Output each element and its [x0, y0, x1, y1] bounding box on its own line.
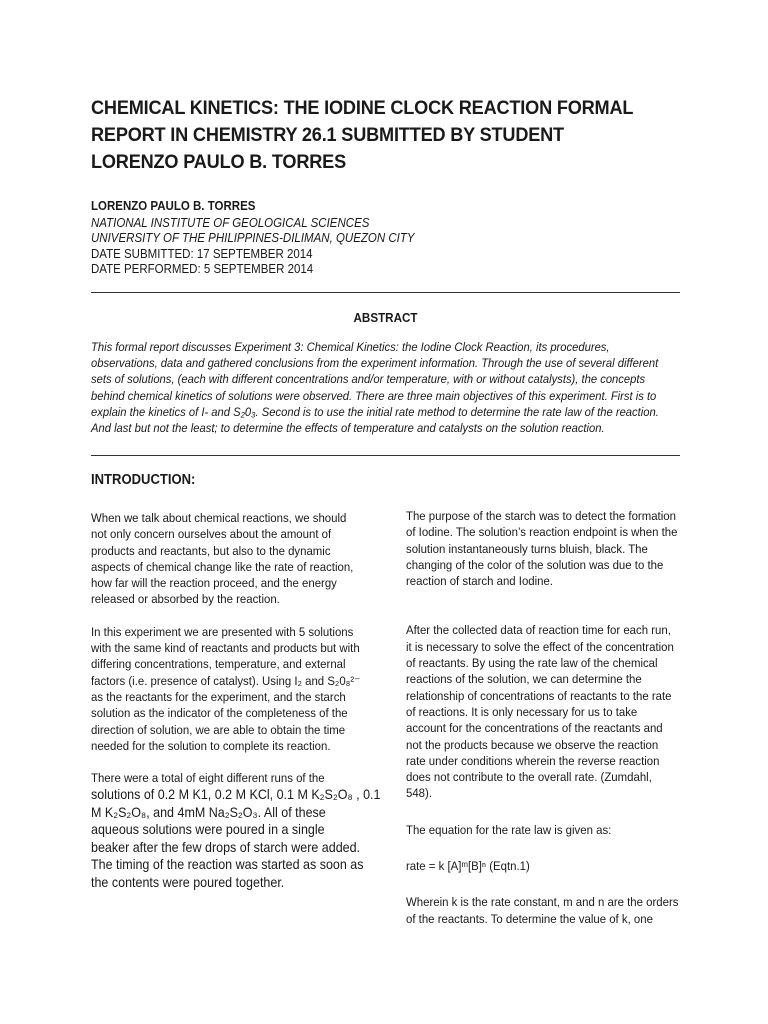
text-line: 548).: [406, 786, 432, 801]
text-line: not the products because we observe the reaction: [406, 737, 659, 752]
text-line: aqueous solutions were poured in a single: [91, 822, 325, 838]
abstract-heading: ABSTRACT: [353, 311, 418, 325]
text-line: After the collected data of reaction time for each run,: [406, 623, 671, 638]
text-line: it is necessary to solve the effect of the concentration: [406, 639, 674, 654]
text-line: account for the concentrations of the reactants and: [406, 721, 663, 736]
text-line: rate under conditions wherein the reverse reaction: [406, 753, 660, 768]
paragraph: [91, 624, 376, 754]
abstract-line: This formal report discusses Experiment 3: Chemical Kinetics: the Iodine Clock Reaction, its procedures,: [91, 340, 610, 354]
abstract-line: sets of solutions, (each with different concentrations and/or temperature, with or without catalysts), the concepts: [91, 372, 646, 387]
text-line: solution as the indicator of the completeness of the: [91, 706, 348, 721]
introduction-heading: INTRODUCTION:: [91, 472, 196, 488]
right-column: [406, 508, 691, 943]
abstract-line: explain the kinetics of I- and S₂0₃. Second is to use the initial rate method to determine the rate law of the reaction.: [91, 404, 659, 419]
text-line: as the reactants for the experiment, and the starch: [91, 689, 346, 704]
text-line: In this experiment we are presented with 5 solutions: [91, 624, 354, 639]
paper-title: [91, 95, 649, 176]
text-line: how far will the reaction proceed, and the energy: [91, 576, 337, 591]
divider-top: [91, 292, 680, 293]
paragraph: [406, 822, 691, 838]
text-line: needed for the solution to complete its reaction.: [91, 738, 331, 753]
title-line-3: LORENZO PAULO B. TORRES: [91, 151, 347, 173]
title-line-2: REPORT IN CHEMISTRY 26.1 SUBMITTED BY STUDENT: [91, 124, 564, 146]
text-line: reaction of starch and Iodine.: [406, 574, 554, 589]
text-line: of reactants. By using the rate law of the chemical: [406, 656, 658, 671]
paragraph: [91, 510, 376, 608]
paragraph: [406, 508, 691, 589]
abstract-line: observations, data and gathered conclusions from the experiment information. Through the use of several different: [91, 356, 659, 371]
text-line: Wherein k is the rate constant, m and n are the orders: [406, 895, 679, 910]
paragraph: [406, 622, 691, 801]
institute: NATIONAL INSTITUTE OF GEOLOGICAL SCIENCES: [91, 215, 370, 230]
text-line: direction of solution, we are able to obtain the time: [91, 722, 346, 737]
text-line: not only concern ourselves about the amount of: [91, 527, 332, 542]
text-line: M K₂S₂O₈, and 4mM Na₂S₂O₃. All of these: [91, 804, 326, 820]
university: UNIVERSITY OF THE PHILIPPINES-DILIMAN, QUEZON CITY: [91, 231, 415, 245]
paragraph: [91, 770, 381, 891]
equation-line: rate = k [A]ᵐ[B]ⁿ (Eqtn.1): [406, 859, 530, 874]
text-line: released or absorbed by the reaction.: [91, 592, 280, 607]
text-line: solution instantaneously turns bluish, black. The: [406, 541, 648, 556]
abstract-body: [91, 339, 680, 436]
paragraph: [406, 894, 691, 927]
text-line: does not contribute to the overall rate. (Zumdahl,: [406, 770, 652, 785]
text-line: changing of the color of the solution was due to the: [406, 557, 664, 572]
text-line: of the reactants. To determine the value of k, one: [406, 911, 653, 926]
rate-law-equation: [406, 858, 691, 874]
text-line: aspects of chemical change like the rate of reaction,: [91, 559, 354, 574]
text-line: When we talk about chemical reactions, we should: [91, 511, 347, 525]
text-line: The timing of the reaction was started as soon as: [91, 857, 364, 873]
text-line: The equation for the rate law is given as:: [406, 822, 612, 837]
text-line: The purpose of the starch was to detect the formation: [406, 509, 676, 523]
date-performed: DATE PERFORMED: 5 SEPTEMBER 2014: [91, 262, 314, 276]
text-line: products and reactants, but also to the dynamic: [91, 543, 331, 558]
left-column: [91, 510, 381, 907]
text-line: relationship of concentrations of reactants to the rate: [406, 688, 672, 703]
text-line: of reactions. It is only necessary for us to take: [406, 704, 638, 719]
author-name: LORENZO PAULO B. TORRES: [91, 199, 256, 213]
abstract-line: And last but not the least; to determine the effects of temperature and catalysts on the solution reaction.: [91, 421, 605, 436]
author-block: [91, 199, 606, 278]
text-line: differing concentrations, temperature, and external: [91, 657, 346, 672]
text-line: factors (i.e. presence of catalyst). Using I₂ and S₂0₈²⁻: [91, 673, 361, 688]
text-line: reactions of the solution, we can determine the: [406, 672, 642, 687]
text-line: of Iodine. The solution’s reaction endpoint is when the: [406, 525, 678, 540]
title-line-1: CHEMICAL KINETICS: THE IODINE CLOCK REACTION FORMAL: [91, 97, 634, 119]
text-line: beaker after the few drops of starch were added.: [91, 839, 361, 855]
text-line: solutions of 0.2 M K1, 0.2 M KCl, 0.1 M K₂S₂O₈ , 0.1: [91, 787, 381, 803]
text-line: with the same kind of reactants and products but with: [91, 641, 360, 656]
date-submitted: DATE SUBMITTED: 17 SEPTEMBER 2014: [91, 246, 313, 261]
text-line: the contents were poured together.: [91, 874, 285, 890]
abstract-line: behind chemical kinetics of solutions were observed. There are three main objectives of this experiment. First is to: [91, 388, 657, 403]
text-line: There were a total of eight different runs of the: [91, 771, 325, 786]
divider-abstract: [91, 455, 680, 456]
